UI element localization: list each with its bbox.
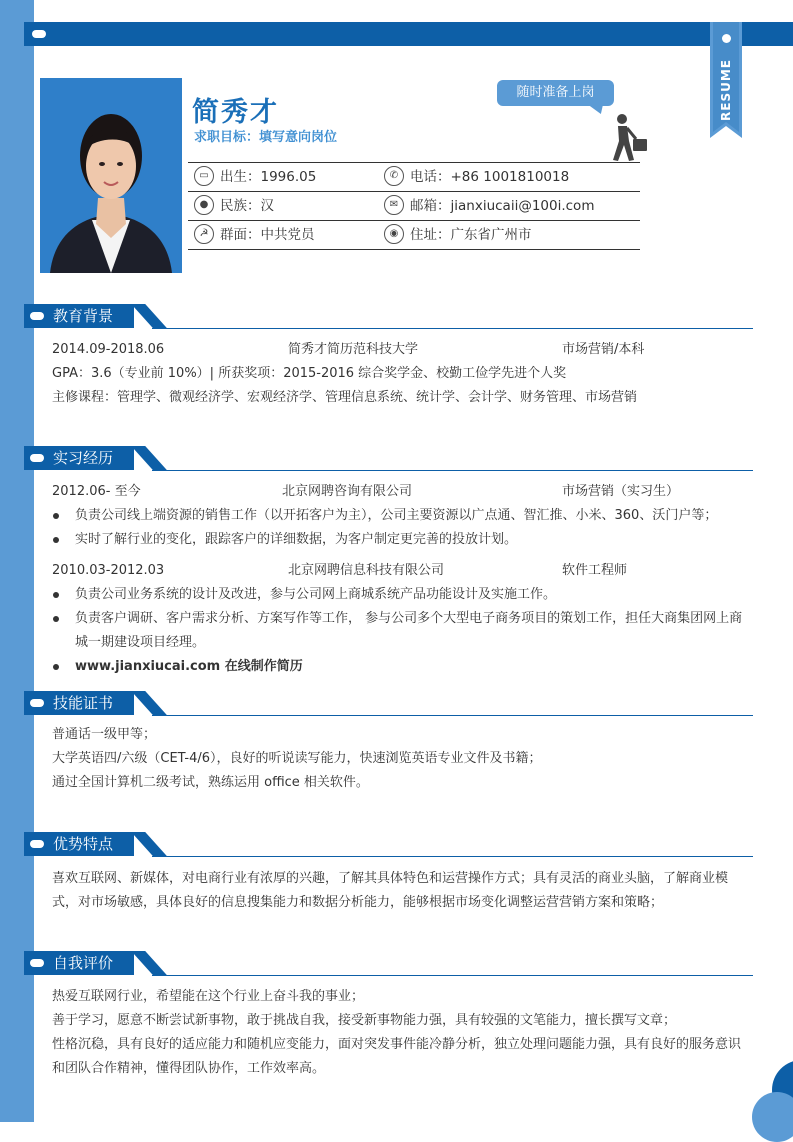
candidate-name: 简秀才	[192, 97, 279, 128]
section-slant	[131, 832, 167, 856]
birth-text: 出生：1996.05	[220, 169, 317, 185]
section-rule	[152, 975, 753, 976]
email-text: 邮箱：jianxiucaii@100i.com	[410, 198, 595, 214]
section-rule	[152, 328, 753, 329]
ethnicity-item	[194, 192, 274, 220]
section-slant	[131, 691, 167, 715]
section-slant	[131, 446, 167, 470]
address-item	[384, 221, 532, 249]
bullet-text: 负责公司业务系统的设计及改进，参与公司网上商城系统产品功能设计及实施工作。	[75, 587, 557, 602]
section-internship-header	[24, 444, 753, 472]
objective-label: 求职目标：	[194, 130, 260, 145]
id-card-icon: ▭	[194, 166, 214, 186]
bullet-dot	[53, 513, 59, 519]
phone-icon: ✆	[384, 166, 404, 186]
ethnicity-text: 民族：汉	[220, 198, 274, 214]
site-link[interactable]	[75, 655, 755, 679]
ready-bubble: 随时准备上岗	[497, 80, 614, 106]
politics-text: 群面：中共党员	[220, 227, 315, 243]
location-icon: ◉	[384, 224, 404, 244]
job2-period: 2010.03-2012.03	[52, 563, 165, 578]
strengths-text: 喜欢互联网、新媒体，对电商行业有浓厚的兴趣，了解其具体特色和运营操作方式；具有灵活的商业头脑，了解商业模式，对市场敏感，具体良好的信息搜集能力和数据分析能力，能够根据市场变化调整运营营销方案和策略；	[52, 871, 729, 910]
walking-person-icon	[608, 113, 650, 163]
bullet-dot	[53, 592, 59, 598]
bullet-text: 实时了解行业的变化，跟踪客户的详细数据，为客户制定更完善的投放计划。	[75, 532, 518, 547]
skill-line: 大学英语四/六级（CET-4/6），良好的听说读写能力，快速浏览英语专业文件及书籍；	[52, 751, 542, 766]
edu-school: 简秀才简历范科技大学	[288, 342, 419, 357]
profile-photo	[40, 78, 182, 273]
email-item	[384, 192, 594, 220]
section-pill	[30, 454, 44, 462]
corner-circle	[752, 1092, 793, 1142]
info-row	[188, 221, 640, 250]
job2-role: 软件工程师	[562, 563, 628, 578]
phone-text: 电话：+86 1001810018	[410, 169, 570, 185]
email-icon: ✉	[384, 195, 404, 215]
section-title: 教育背景	[53, 307, 114, 325]
section-skills-header	[24, 689, 753, 717]
section-slant	[131, 304, 167, 328]
self-line: 热爱互联网行业，希望能在这个行业上奋斗我的事业；	[52, 989, 365, 1004]
job2-company: 北京网聘信息科技有限公司	[288, 563, 445, 578]
section-title: 实习经历	[53, 449, 114, 467]
bullet-text: 负责公司线上端资源的销售工作（以开拓客户为主），公司主要资源以广点通、智汇推、小米、360、沃门户等；	[75, 508, 718, 523]
party-icon: ☭	[194, 224, 214, 244]
section-self-header	[24, 949, 753, 977]
job1-role: 市场营销（实习生）	[562, 484, 680, 499]
objective-value: 填写意向岗位	[259, 130, 338, 145]
job1-bullet	[75, 504, 755, 528]
section-rule	[152, 470, 753, 471]
basic-info-table	[188, 162, 640, 250]
bullet-dot	[53, 537, 59, 543]
section-rule	[152, 856, 753, 857]
edu-major: 市场营销/本科	[562, 342, 645, 357]
job2-bullet	[75, 583, 755, 607]
bullet-dot	[53, 664, 59, 670]
self-line: 性格沉稳，具有良好的适应能力和随机应变能力，面对突发事件能冷静分析，独立处理问题能力强，具有良好的服务意识和团队合作精神，懂得团队协作，工作效率高。	[52, 1037, 742, 1076]
section-pill	[30, 840, 44, 848]
job1-bullet	[75, 528, 755, 552]
section-slant	[131, 951, 167, 975]
self-line: 善于学习，愿意不断尝试新事物，敢于挑战自我，接受新事物能力强，具有较强的文笔能力，擅长撰写文章；	[52, 1013, 677, 1028]
section-education-header	[24, 302, 753, 330]
bullet-text: 负责客户调研、客户需求分析、方案写作等工作， 参与公司多个大型电子商务项目的策划工作，担任大商集团网上商城一期建设项目经理。	[75, 611, 743, 650]
address-text: 住址：广东省广州市	[410, 227, 532, 243]
phone-item	[384, 163, 569, 191]
skill-line: 通过全国计算机二级考试，熟练运用 office 相关软件。	[52, 775, 369, 790]
site-text[interactable]: www.jianxiucai.com 在线制作简历	[75, 659, 303, 674]
resume-ribbon	[710, 22, 742, 138]
job-objective	[194, 126, 337, 145]
section-pill	[30, 699, 44, 707]
section-pill	[30, 959, 44, 967]
info-row	[188, 192, 640, 221]
section-pill	[30, 312, 44, 320]
politics-item	[194, 221, 315, 249]
edu-gpa: GPA：3.6（专业前 10%）| 所获奖项：2015-2016 综合奖学金、校勤工俭学先进个人奖	[52, 366, 567, 381]
birth-item	[194, 163, 316, 191]
banner-pill	[32, 30, 46, 38]
job2-bullet	[75, 607, 755, 655]
edu-courses: 主修课程：管理学、微观经济学、宏观经济学、管理信息系统、统计学、会计学、财务管理、市场营销	[52, 390, 638, 405]
edu-period: 2014.09-2018.06	[52, 342, 165, 357]
top-banner	[24, 22, 793, 46]
job1-company: 北京网聘咨询有限公司	[282, 484, 413, 499]
bullet-dot	[53, 616, 59, 622]
ribbon-label: RESUME	[719, 59, 733, 121]
section-title: 技能证书	[53, 694, 114, 712]
section-title: 优势特点	[53, 835, 114, 853]
info-row	[188, 162, 640, 192]
section-title: 自我评价	[53, 954, 114, 972]
section-rule	[152, 715, 753, 716]
job1-period: 2012.06- 至今	[52, 484, 141, 499]
section-strengths-header	[24, 830, 753, 858]
skill-line: 普通话一级甲等；	[52, 727, 157, 742]
people-icon: ●	[194, 195, 214, 215]
